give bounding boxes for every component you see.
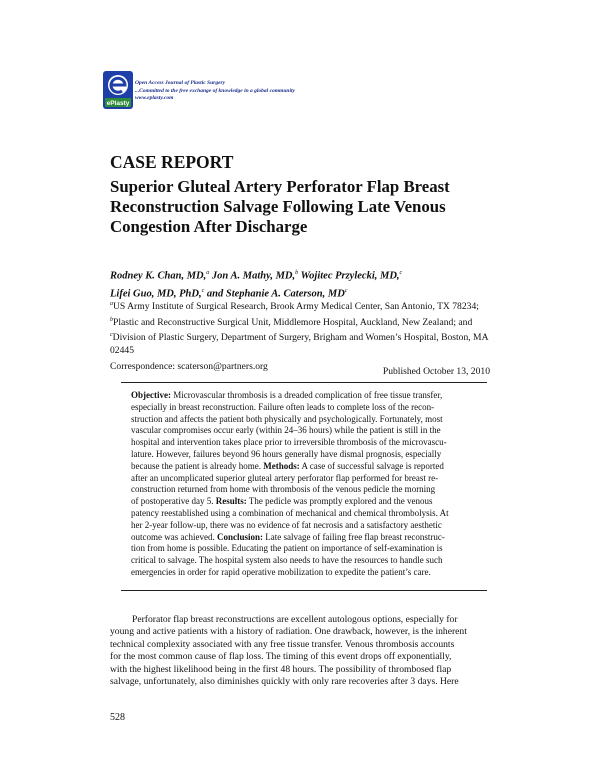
author-name: Jon A. Mathy, MD, <box>211 270 296 282</box>
affiliation-text: US Army Institute of Surgical Research, Brook Army Medical Center, San Antonio, TX 78234; <box>113 301 479 313</box>
page-number: 528 <box>110 712 125 723</box>
affiliation-mark: b <box>110 316 113 323</box>
affiliation <box>110 298 498 314</box>
abstract-line: after an uncomplicated superior gluteal artery perforator flap performed for breast re- <box>131 472 439 483</box>
author-name: Rodney K. Chan, MD, <box>110 270 207 282</box>
affiliation-text: 02445 <box>110 344 134 356</box>
abstract-section-label: Objective: <box>131 390 171 400</box>
affiliation-mark: c <box>110 332 113 339</box>
body-line: Perforator flap breast reconstructions are excellent autologous options, especially for <box>132 614 458 625</box>
abstract <box>131 390 476 579</box>
affiliation-text: Plastic and Reconstructive Surgical Unit, Middlemore Hospital, Auckland, New Zealand; and <box>113 316 473 328</box>
affiliation <box>110 314 498 330</box>
body-line: with the highest likelihood being in the first 48 hours. The possibility of thrombosed flap <box>110 663 452 675</box>
abstract-line: vascular compromises occur early (within 24–36 hours) while the patient is still in the <box>131 425 441 436</box>
journal-tagline: ...Committed to the free exchange of knowledge in a global community <box>135 87 295 94</box>
journal-masthead <box>135 80 295 103</box>
abstract-line: patency reestablished using a combination of mechanical and chemical thrombolysis. At <box>131 507 449 518</box>
affiliation <box>110 329 498 345</box>
abstract-line: struction and affects the patient both physically and psychologically. Fortunately, most <box>131 413 443 424</box>
abstract-line: because the patient is already home. Methods: A case of successful salvage is reported <box>131 460 444 471</box>
abstract-line: critical to salvage. The hospital system also needs to have the resources to handle such <box>131 555 443 566</box>
abstract-section-label: Methods: <box>263 460 300 471</box>
abstract-line: emergencies in order for rapid operative mobilization to expedite the patient’s care. <box>131 566 431 577</box>
author-affil-mark: c <box>201 287 205 294</box>
abstract-line: of postoperative day 5. Results: The pedicle was promptly explored and the venous <box>131 496 433 507</box>
abstract-line: her 2-year follow-up, there was no evidence of fat necrosis and a satisfactory aesthetic <box>131 519 442 530</box>
author-name: Wojitec Przylecki, MD, <box>300 270 400 282</box>
affiliation-mark: a <box>110 301 113 307</box>
body-line: young and active patients with a history of radiation. One drawback, however, is the inherent <box>110 626 467 638</box>
logo-wordmark: ePlasty <box>106 100 130 107</box>
abstract-line: lature. However, failures beyond 96 hours generally have dismal prognosis, especially <box>131 448 442 459</box>
affiliation-text: Division of Plastic Surgery, Department of Surgery, Brigham and Women’s Hospital, Boston, MA <box>112 332 489 344</box>
author-affil-mark: c <box>399 270 403 276</box>
author-affil-mark: c <box>344 287 348 294</box>
abstract-line: especially in breast reconstruction. Failure often leads to complete loss of the recon- <box>131 401 435 412</box>
abstract-line: hospital and intervention takes place prior to irreversible thrombosis of the microvascu- <box>131 437 447 448</box>
published-date: Published October 13, 2010 <box>382 366 490 377</box>
author-affil-mark: b <box>295 270 299 276</box>
abstract-line: Objective: Microvascular thrombosis is a dreaded complication of free tissue transfer, <box>131 390 443 400</box>
abstract-bottom-rule <box>121 590 487 591</box>
abstract-line: outcome was achieved. Conclusion: Late salvage of failing free flap breast reconstruc- <box>131 531 445 542</box>
body-line: technical complexity associated with any free tissue transfer. Venous thrombosis accounts <box>110 638 455 650</box>
affiliation <box>110 345 498 357</box>
abstract-top-rule <box>121 382 487 383</box>
affiliations <box>110 298 498 357</box>
abstract-line: tion from home is possible. Educating the patient on importance of self-examination is <box>131 543 443 554</box>
abstract-section-label: Results: <box>215 496 247 507</box>
author-list <box>110 266 402 301</box>
author-name: and Stephanie A. Caterson, MD <box>206 288 345 299</box>
author-line <box>110 266 402 284</box>
body-line: salvage, unfortunately, also diminishes quickly with only rare recoveries after 3 days. Here <box>110 676 459 688</box>
title-line: Reconstruction Salvage Following Late Venous <box>110 197 446 216</box>
article-title <box>110 177 510 237</box>
journal-name: Open Access Journal of Plastic Surgery <box>135 80 226 86</box>
body-line: for the most common cause of flap loss. The timing of this event drops off exponentially, <box>110 651 452 663</box>
author-affil-mark: a <box>206 270 210 276</box>
author-name: Lifei Guo, MD, PhD, <box>110 288 202 299</box>
eplasty-logo <box>103 71 133 109</box>
abstract-section-label: Conclusion: <box>216 531 263 542</box>
eplasty-logo-icon <box>103 71 133 109</box>
journal-url[interactable]: www.eplasty.com <box>135 95 174 101</box>
title-line: Congestion After Discharge <box>110 217 308 236</box>
correspondence[interactable]: Correspondence: scaterson@partners.org <box>110 361 268 372</box>
abstract-line: construction returned from home with thrombosis of the venous pedicle the morning <box>131 484 436 495</box>
article-type: CASE REPORT <box>110 152 234 172</box>
body-paragraph <box>110 614 498 688</box>
title-line: Superior Gluteal Artery Perforator Flap Breast <box>110 177 450 196</box>
